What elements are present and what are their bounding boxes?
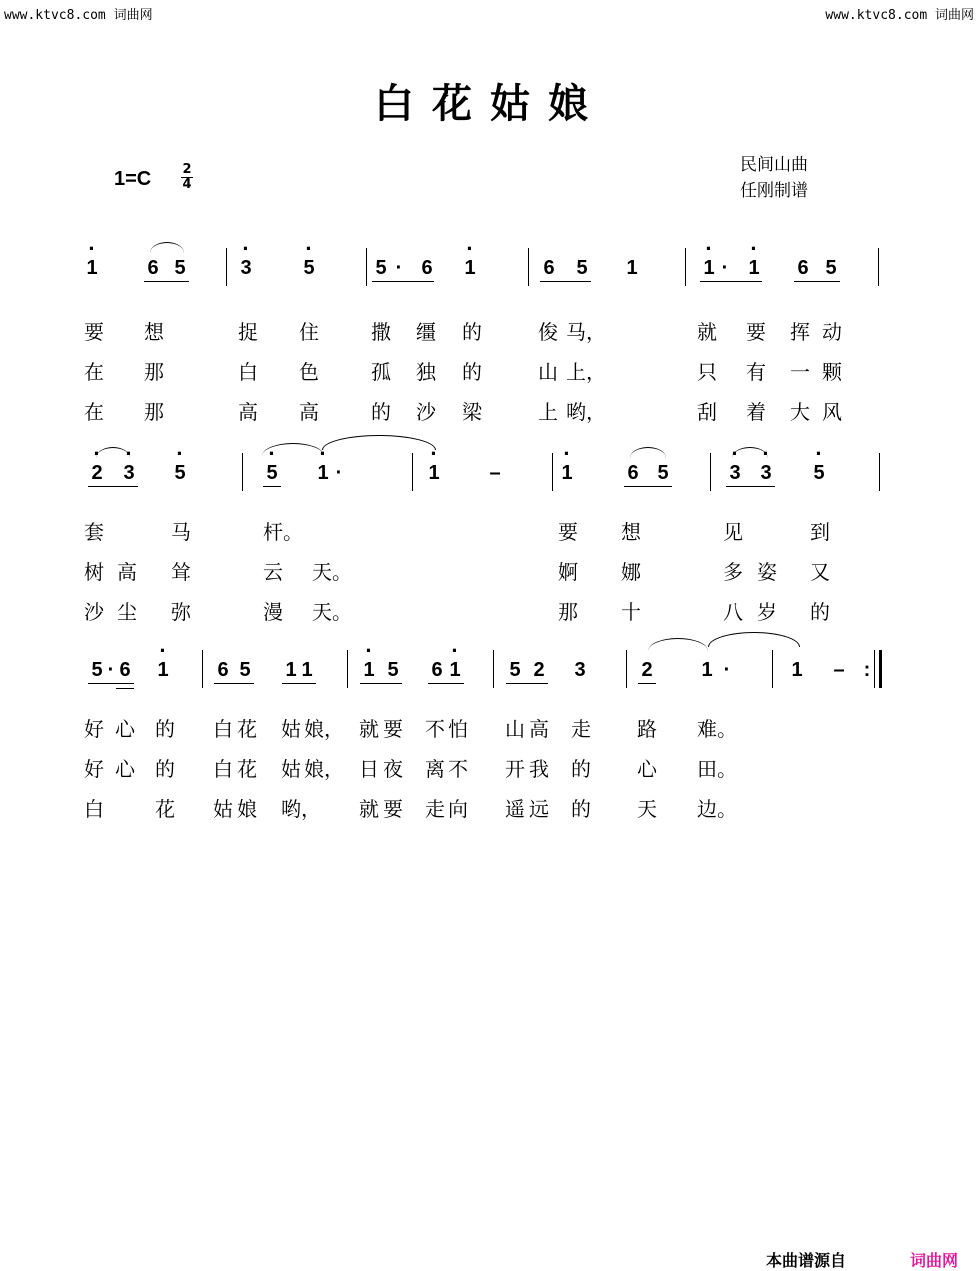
tie <box>708 632 800 647</box>
note: · 1 <box>558 461 576 485</box>
footer-site-logo[interactable]: 词曲网 <box>910 1251 959 1270</box>
note: 1 <box>791 659 803 681</box>
lyric: 田。 <box>697 757 737 781</box>
note: · 1 <box>360 658 378 682</box>
lyric: 白 <box>213 717 233 741</box>
underline-beam <box>506 683 548 684</box>
header-site-left: www.ktvc8.com 词曲网 <box>4 8 153 23</box>
lyric: 天。 <box>312 560 352 584</box>
lyric: 弥 <box>171 600 191 624</box>
underline-beam <box>282 683 316 684</box>
bar-line <box>710 453 711 491</box>
lyric: 心 <box>115 717 135 741</box>
lyric: 的 <box>571 757 591 781</box>
dash: – <box>489 462 501 484</box>
lyric: 动 <box>822 320 842 344</box>
lyric: 白 <box>84 797 104 821</box>
dot: · <box>721 257 729 279</box>
lyric: 颗 <box>822 360 842 384</box>
slur <box>150 242 184 253</box>
lyric: 的 <box>371 400 391 424</box>
lyric: 娘， <box>304 717 344 741</box>
lyric: 一 <box>790 360 810 384</box>
lyric: 俊 <box>538 320 558 344</box>
lyric: 上 <box>538 400 558 424</box>
bar-line <box>772 650 773 688</box>
lyric: 日 <box>359 757 379 781</box>
lyric: 高 <box>299 400 319 424</box>
note: 5 <box>825 257 837 279</box>
note: 6 <box>431 659 443 681</box>
lyric: 心 <box>115 757 135 781</box>
note: 2 <box>533 659 545 681</box>
lyric: 花 <box>237 757 257 781</box>
lyric: 杆。 <box>263 520 303 544</box>
lyric: 那 <box>144 360 164 384</box>
lyric: 要 <box>383 717 403 741</box>
note: 1 <box>701 659 713 681</box>
note: 6 <box>797 257 809 279</box>
lyric: 向 <box>448 797 468 821</box>
underline-beam <box>726 486 775 487</box>
footer-source-label: 本曲谱源自 <box>766 1251 847 1270</box>
lyric: 套 <box>84 520 104 544</box>
time-sig-top: 2 <box>182 162 192 177</box>
lyric: 高 <box>117 560 137 584</box>
lyric: 路 <box>637 717 657 741</box>
note: 5 <box>509 659 521 681</box>
bar-line <box>878 248 879 286</box>
lyric: 好 <box>84 757 104 781</box>
lyric: 山 <box>505 717 525 741</box>
bar-line <box>626 650 627 688</box>
note: · 3 <box>757 461 775 485</box>
underline-beam <box>144 281 189 282</box>
dot: · <box>335 462 343 484</box>
bar-line <box>528 248 529 286</box>
lyric: 心 <box>637 757 657 781</box>
underline-beam <box>540 281 591 282</box>
lyric: 耸 <box>171 560 191 584</box>
lyric: 缰 <box>416 320 436 344</box>
lyric: 的 <box>155 717 175 741</box>
dot: · <box>107 659 115 681</box>
note: · 1 <box>425 461 443 485</box>
lyric: 娜 <box>621 560 641 584</box>
lyric: 姑 <box>213 797 233 821</box>
note: 5 <box>174 257 186 279</box>
lyric: 姑 <box>281 757 301 781</box>
note: 1 <box>301 659 313 681</box>
lyric: 就 <box>359 797 379 821</box>
lyric: 树 <box>84 560 104 584</box>
lyric: 就 <box>697 320 717 344</box>
dot: · <box>395 257 403 279</box>
dash: – <box>833 659 845 681</box>
lyric: 花 <box>237 717 257 741</box>
note: · 2 <box>88 461 106 485</box>
lyric: 不 <box>425 717 445 741</box>
underline-beam <box>88 683 134 684</box>
lyric: 就 <box>359 717 379 741</box>
lyric: 那 <box>144 400 164 424</box>
lyric: 撒 <box>371 320 391 344</box>
bar-line <box>493 650 494 688</box>
note: 6 <box>543 257 555 279</box>
song-title: 白花姑娘 <box>374 80 606 127</box>
lyric: 又 <box>810 560 830 584</box>
note: 6 <box>147 257 159 279</box>
lyric: 那 <box>558 600 578 624</box>
lyric: 山 <box>538 360 558 384</box>
underline-beam <box>794 281 840 282</box>
lyric: 十 <box>621 600 641 624</box>
lyric: 马 <box>171 520 191 544</box>
time-signature <box>181 163 193 192</box>
lyric: 见 <box>723 520 743 544</box>
underline-beam <box>88 486 138 487</box>
origin-credit: 民间山曲 <box>740 155 808 175</box>
lyric: 有 <box>746 360 766 384</box>
note: · 3 <box>120 461 138 485</box>
lyric: 怕 <box>448 717 468 741</box>
note: 6 <box>627 462 639 484</box>
lyric: 云 <box>263 560 283 584</box>
bar-line <box>685 248 686 286</box>
underline-beam <box>263 486 281 487</box>
lyric: 想 <box>144 320 164 344</box>
bar-line <box>874 650 875 688</box>
underline-beam <box>624 486 672 487</box>
lyric: 的 <box>571 797 591 821</box>
note: · 1 <box>154 658 172 682</box>
lyric: 难。 <box>697 717 737 741</box>
note: 1 <box>285 659 297 681</box>
lyric: 天。 <box>312 600 352 624</box>
lyric: 挥 <box>790 320 810 344</box>
bar-line <box>552 453 553 491</box>
tie <box>322 435 436 450</box>
lyric: 沙 <box>416 400 436 424</box>
header-site-right: www.ktvc8.com 词曲网 <box>825 8 974 23</box>
lyric: 想 <box>621 520 641 544</box>
note: 6 <box>421 257 433 279</box>
lyric: 天 <box>637 797 657 821</box>
slur <box>648 638 708 651</box>
repeat-dots: : <box>863 659 871 681</box>
note: · 1 <box>83 256 101 280</box>
lyric: 多 <box>723 560 743 584</box>
lyric: 在 <box>84 400 104 424</box>
note: 5 <box>387 659 399 681</box>
lyric: 梁 <box>462 400 482 424</box>
bar-line <box>879 453 880 491</box>
score-line-3 <box>0 658 980 718</box>
score-line-1 <box>0 256 980 316</box>
lyric: 的 <box>810 600 830 624</box>
note: 5 <box>576 257 588 279</box>
lyric: 白 <box>213 757 233 781</box>
lyric: 八 <box>723 600 743 624</box>
lyric: 色 <box>299 360 319 384</box>
note: · 5 <box>810 461 828 485</box>
lyric: 走 <box>425 797 445 821</box>
bar-line <box>412 453 413 491</box>
lyric: 沙 <box>84 600 104 624</box>
note: 5 <box>239 659 251 681</box>
underline-beam-2 <box>116 688 134 689</box>
lyric: 哟， <box>281 797 321 821</box>
lyric: 遥 <box>505 797 525 821</box>
key-signature: 1=C <box>114 168 152 190</box>
note: 5 <box>91 659 103 681</box>
lyric: 马， <box>566 320 606 344</box>
lyric: 孤 <box>371 360 391 384</box>
note: · 3 <box>237 256 255 280</box>
note: 5 <box>375 257 387 279</box>
lyric: 我 <box>529 757 549 781</box>
time-sig-bottom: 4 <box>182 177 192 192</box>
note: · 1 <box>700 256 718 280</box>
underline-beam <box>360 683 402 684</box>
underline-beam <box>372 281 434 282</box>
note: 6 <box>119 659 131 681</box>
lyric: 婀 <box>558 560 578 584</box>
lyric: 风 <box>822 400 842 424</box>
note: · 5 <box>263 461 281 485</box>
lyric: 漫 <box>263 600 283 624</box>
lyric: 捉 <box>238 320 258 344</box>
note: · 1 <box>446 658 464 682</box>
lyric: 好 <box>84 717 104 741</box>
lyric: 到 <box>810 520 830 544</box>
note: 3 <box>574 659 586 681</box>
lyric: 不 <box>448 757 468 781</box>
note: · 1 <box>314 461 332 485</box>
note: · 1 <box>461 256 479 280</box>
lyric: 大 <box>790 400 810 424</box>
lyric: 夜 <box>383 757 403 781</box>
lyric: 尘 <box>117 600 137 624</box>
underline-beam <box>638 683 656 684</box>
lyric: 岁 <box>757 600 777 624</box>
note: 1 <box>626 257 638 279</box>
lyric: 着 <box>746 400 766 424</box>
lyric: 边。 <box>697 797 737 821</box>
lyric: 哟， <box>566 400 606 424</box>
underline-beam <box>214 683 254 684</box>
lyric: 高 <box>238 400 258 424</box>
underline-beam <box>700 281 762 282</box>
lyric: 的 <box>462 320 482 344</box>
note: · 5 <box>171 461 189 485</box>
lyric: 开 <box>505 757 525 781</box>
underline-beam <box>428 683 464 684</box>
lyric: 白 <box>238 360 258 384</box>
lyric: 的 <box>155 757 175 781</box>
lyric: 的 <box>462 360 482 384</box>
lyric: 要 <box>383 797 403 821</box>
lyric: 走 <box>571 717 591 741</box>
lyric: 娘， <box>304 757 344 781</box>
lyric: 高 <box>529 717 549 741</box>
dot: · <box>723 659 731 681</box>
note: · 5 <box>300 256 318 280</box>
lyric: 刮 <box>697 400 717 424</box>
note: 2 <box>641 659 653 681</box>
bar-line <box>226 248 227 286</box>
note: 5 <box>657 462 669 484</box>
note: 6 <box>217 659 229 681</box>
lyric: 离 <box>425 757 445 781</box>
lyric: 要 <box>558 520 578 544</box>
lyric: 上， <box>566 360 606 384</box>
lyric: 只 <box>697 360 717 384</box>
bar-line <box>242 453 243 491</box>
lyric: 花 <box>155 797 175 821</box>
lyric: 远 <box>529 797 549 821</box>
lyric: 住 <box>299 320 319 344</box>
bar-line <box>347 650 348 688</box>
lyric: 独 <box>416 360 436 384</box>
slur <box>630 447 666 458</box>
arranger-credit: 任刚制谱 <box>740 181 808 201</box>
bar-line <box>202 650 203 688</box>
score-line-2 <box>0 461 980 521</box>
lyric: 姿 <box>757 560 777 584</box>
note: · 1 <box>745 256 763 280</box>
bar-line <box>366 248 367 286</box>
lyric: 姑 <box>281 717 301 741</box>
lyric: 要 <box>84 320 104 344</box>
lyric: 娘 <box>237 797 257 821</box>
note: · 3 <box>726 461 744 485</box>
end-bar-line <box>879 650 882 688</box>
lyric: 要 <box>746 320 766 344</box>
lyric: 在 <box>84 360 104 384</box>
